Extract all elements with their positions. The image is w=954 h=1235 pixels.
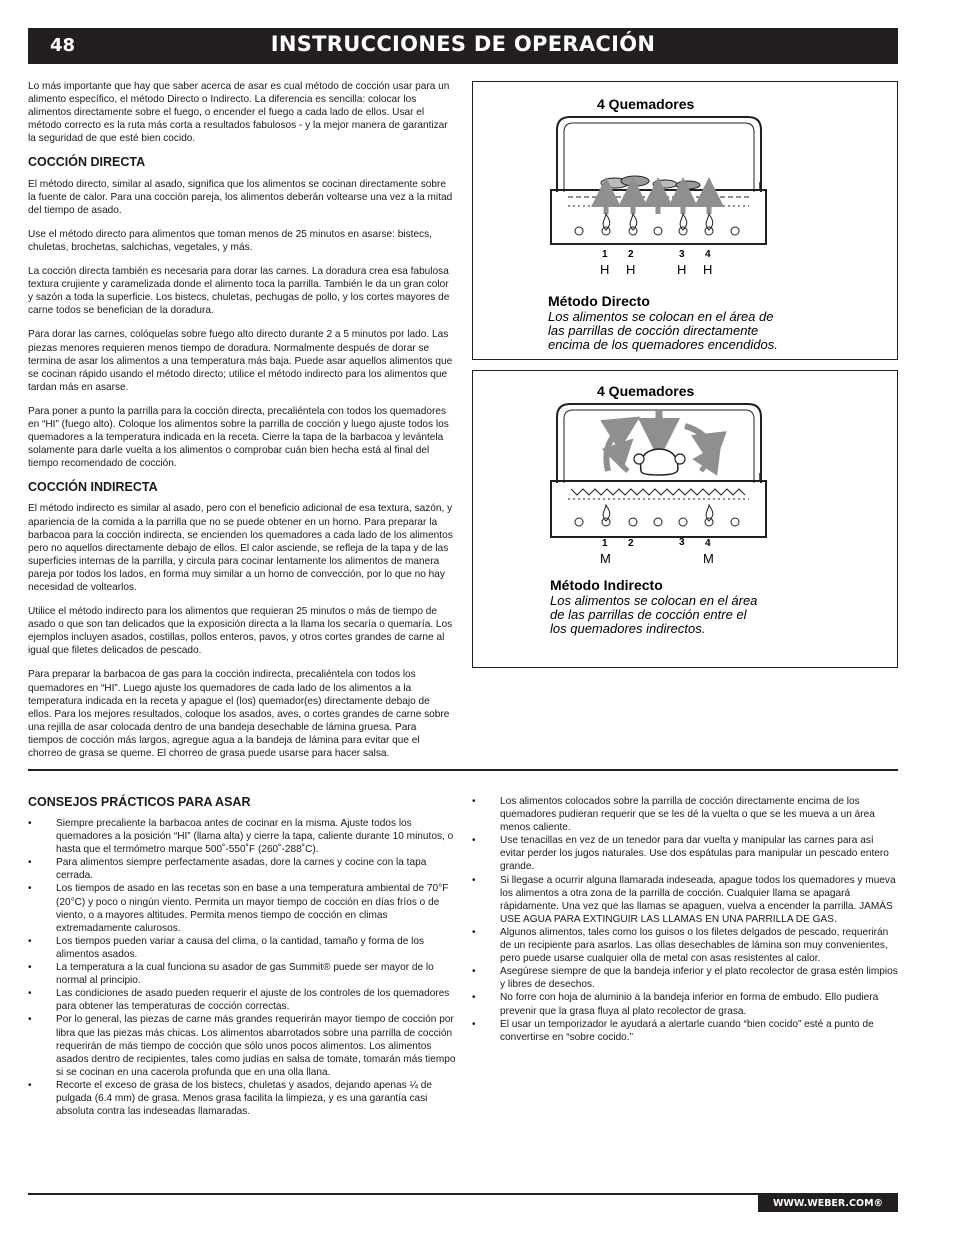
intro-paragraph: Lo más importante que hay que saber acerca de asar es cual método de cocción usar para un alimento específico, el método Directo o Indirecto. La diferencia es sencilla: colocar los alimentos directamente sobre el fuego, o encender el fuego a cada lado de ellos. Usar el método correcto es la ruta más corta a resultados fabulosos - y la mejor manera de garantizar la seguridad de que esté bien cocido. (28, 81, 450, 145)
footer-url[interactable]: WWW.WEBER.COM® (758, 1195, 898, 1212)
burner-number: 3 (679, 249, 685, 260)
page-header (28, 28, 898, 64)
direct-paragraph: Para poner a punto la parrilla para la cocción directa, precaliéntela con todos los quemadores en “HI” (fuego alto). Coloque los alimentos sobre la parrilla de cocción y luego ajuste todos los quemadores a la temperatura indicada en la receta. Cierre la tapa de la barbacoa y levántela solamente para darle vuelta a los alimentos o comprobar cuán bien hecha está al final del tiempo recomendado de cocción. (28, 405, 449, 470)
caption-line: encima de los quemadores encendidos. (548, 337, 778, 352)
method-caption (550, 593, 757, 636)
method-title: Método Indirecto (550, 577, 663, 593)
burner-number: 4 (705, 538, 711, 549)
direct-grill-diagram (473, 82, 899, 361)
direct-method-figure (472, 81, 898, 360)
list-item: • La temperatura a la cual funciona su asador de gas Summit® puede ser mayor de lo normal al principio. (28, 962, 434, 987)
flame-icon (603, 505, 713, 521)
list-item: • El usar un temporizador le ayudará a alertarle cuando “bien cocido” esté a punto de convertirse en “sobre cocido.” (472, 1018, 874, 1043)
direct-paragraph: Para dorar las carnes, colóquelas sobre fuego alto directo durante 2 a 5 minutos por lado. Las piezas menores requieren menos tiempo de doradura. Normalmente después de dorar se termina de asar los alimentos a una temperatura más baja. Puede asar aquellos alimentos que se cocinan rápido usando el método directo; utilice el método indirecto para los alimentos que tardan más en asarse. (28, 329, 453, 393)
method-title: Método Directo (548, 293, 650, 309)
burner-setting: H (703, 262, 713, 277)
page-number: 48 (50, 35, 76, 56)
burner-number: 1 (602, 538, 608, 549)
list-item: • Asegúrese siempre de que la bandeja inferior y el plato recolector de grasa estén limpios y libres de desechos. (472, 966, 898, 991)
list-item: • Los alimentos colocados sobre la parrilla de cocción directamente encima de los quemadores pudieran requerir que se les dé la vuelta o que se les mueva a un área menos caliente. (472, 796, 875, 834)
burner-numbers (602, 537, 711, 549)
flame-icon (603, 214, 713, 230)
burner-number: 2 (628, 249, 634, 260)
heat-arrows (606, 192, 709, 214)
burner-numbers (602, 249, 711, 260)
list-item: • Si llegase a ocurrir alguna llamarada indeseada, apague todos los quemadores y mueva los alimentos a otra zona de la parrilla de cocción. Cualquier llama se apagará rápidamente. Una vez que las llamas se apaguen, vuelva a encender la parrilla. JAMÁS USE AGUA PARA EXTINGUIR LAS LLAMAS EN UNA PARRILLA DE GAS. (472, 874, 896, 925)
method-caption (548, 309, 778, 352)
direct-paragraph: El método directo, similar al asado, significa que los alimentos se cocinan directamente sobre la fuente de calor. Para una cocción pareja, los alimentos deberán voltearse una vez a la mitad del tiempo de asado. (28, 178, 453, 216)
grill-body (551, 473, 766, 537)
list-item: • Los tiempos de asado en las recetas son en base a una temperatura ambiental de 70°F (20°C) y poco o ningún viento. Permita un mayor tiempo de cocción en días fríos o de viento, o a mayores altitudes. Permita menos tiempo de cocción en climas extremadamente calurosos. (28, 883, 449, 934)
indirect-paragraph: Para preparar la barbacoa de gas para la cocción indirecta, precaliéntela con todos los quemadores en “HI”. Luego ajuste los quemadores de cada lado de los alimentos a la temperatura indicada en la receta y apague el (los) quemador(es) directamente debajo de ellos. Para los mejores resultados, coloque los asados, aves, o cortes grandes de carne sobre una rejilla de asar colocada dentro de una bandeja desechable de lámina gruesa. Para tiempos de cocción más largos, agregue agua a la bandeja de lámina para evitar que el chorreo de grasa se queme. El chorreo de grasa puede usarse para hacer salsa. (28, 669, 450, 760)
caption-line: los quemadores indirectos. (550, 621, 706, 636)
burner-setting: M (703, 551, 714, 566)
tips-list-left (28, 817, 456, 1118)
list-item: • Algunos alimentos, tales como los guisos o los filetes delgados de pescado, requerirán de un recipiente para asarlos. Las ollas desechables de lámina son muy convenientes, pero puede usarse cualquier olla de metal con asas resistentes al calor. (472, 926, 889, 965)
list-item: • Siempre precaliente la barbacoa antes de cocinar en la misma. Ajuste todos los quemadores a la posición “HI” (llama alta) y cierre la tapa, caliente durante 10 minutos, o hasta que el termómetro marque 500˚-550˚F (260˚-288˚C). (28, 818, 454, 856)
indirect-paragraph: El método indirecto es similar al asado, pero con el beneficio adicional de esa textura, sazón, y apariencia de la comida a la parrilla que no se puede obtener en un horno. Para preparar la barbacoa para la cocción indirecta, se encienden los quemadores a cada lado de los alimentos pero no aquellos directamente debajo de ellos. El calor asciende, se refleja de la tapa y de las superficies internas de la parrilla, y circula para cocinar lentamente los alimentos de manera pareja por todos los lados, en forma muy similar a un horno de convección, por lo que no hay necesidad de voltearlos. (28, 503, 453, 593)
burner-setting: H (626, 262, 636, 277)
burner-number: 4 (705, 249, 711, 260)
roast-food-icon (634, 449, 685, 475)
food-items (601, 176, 700, 189)
burner-settings (600, 262, 712, 277)
control-knobs (575, 227, 739, 235)
indirect-paragraph: Utilice el método indirecto para los alimentos que requieran 25 minutos o más de tiempo de asado o que son tan delicados que la exposición directa a la llama los secaría o quemaría. Los ejemplos incluyen asados, costillas, pollos enteros, pavos, y otros cortes grandes de carne al igual que filetes delicados de pescado. (28, 606, 453, 657)
section-divider (28, 769, 898, 771)
list-item: • No forre con hoja de aluminio a la bandeja inferior en forma de embudo. Ello pudiera prevenir que la grasa fluya al plato recolector de grasa. (472, 992, 879, 1017)
direct-paragraph: Use el método directo para alimentos que toman menos de 25 minutos en asarse: bistecs, chuletas, brochetas, salchichas, vegetales, y más. (28, 228, 432, 253)
list-item: • Las condiciones de asado pueden requerir el ajuste de los controles de los quemadores para obtener las temperaturas de cocción correctas. (28, 988, 450, 1013)
direct-heading: COCCIÓN DIRECTA (28, 155, 146, 170)
burner-number: 1 (602, 249, 608, 260)
list-item: • Use tenacillas en vez de un tenedor para dar vuelta y manipular las carnes para así evitar perder los jugos naturales. Use dos espátulas para manipular un pescado entero grande. (472, 835, 889, 873)
list-item: • Los tiempos pueden variar a causa del clima, o la cantidad, tamaño y forma de los alimentos asados. (28, 935, 425, 960)
page-title: INSTRUCCIONES DE OPERACIÓN (270, 32, 656, 56)
figure-heading: 4 Quemadores (597, 383, 695, 399)
burner-number: 2 (628, 538, 634, 549)
burner-setting: H (677, 262, 687, 277)
list-item: • Por lo general, las piezas de carne más grandes requerirán mayor tiempo de cocción por libra que las piezas más chicas. Los alimentos abarrotados sobre una parrilla de cocción requerirán de más tiempo de cocción que sólo unos pocos alimentos. Los alimentos asados dentro de recipientes, tales como judías en salsa de tomate, tomarán más tiempo si se cocinan en una cacerola profunda que en una olla llana. (28, 1014, 456, 1078)
tips-heading: CONSEJOS PRÁCTICOS PARA ASAR (28, 795, 251, 809)
control-knobs (575, 518, 739, 526)
tips-list-right (472, 795, 898, 1044)
burner-settings (600, 551, 714, 566)
cooking-methods-text (28, 80, 454, 771)
caption-line: de las parrillas de cocción entre el (550, 607, 747, 622)
indirect-heading: COCCIÓN INDIRECTA (28, 480, 158, 495)
list-item: • Recorte el exceso de grasa de los bistecs, chuletas y asados, dejando apenas ¼ de pulgada (6.4 mm) de grasa. Menos grasa facilita la limpieza, y es una garantía casi absoluta contra las indeseadas llamaradas. (28, 1079, 432, 1118)
burner-setting: M (600, 551, 611, 566)
caption-line: Los alimentos se colocan en el área (550, 593, 758, 608)
direct-paragraph: La cocción directa también es necesaria para dorar las carnes. La doradura crea esa fabulosa textura crujiente y caramelizada donde el alimento toca la parrilla. También le da un gran color y sazón a toda la superficie. Los bistecs, chuletas, pechugas de pollo, y los cortes mayores de carne todos se benefician de la doradura. (28, 266, 450, 317)
caption-line: las parrillas de cocción directamente (548, 323, 759, 338)
list-item: • Para alimentos siempre perfectamente asadas, dore la carnes y cocine con la tapa cerrada. (28, 857, 427, 882)
figure-heading: 4 Quemadores (597, 96, 695, 112)
indirect-method-figure (472, 370, 898, 668)
burner-setting: H (600, 262, 610, 277)
burner-number: 3 (679, 537, 685, 548)
caption-line: Los alimentos se colocan en el área de (548, 309, 774, 324)
indirect-grill-diagram (473, 371, 899, 669)
